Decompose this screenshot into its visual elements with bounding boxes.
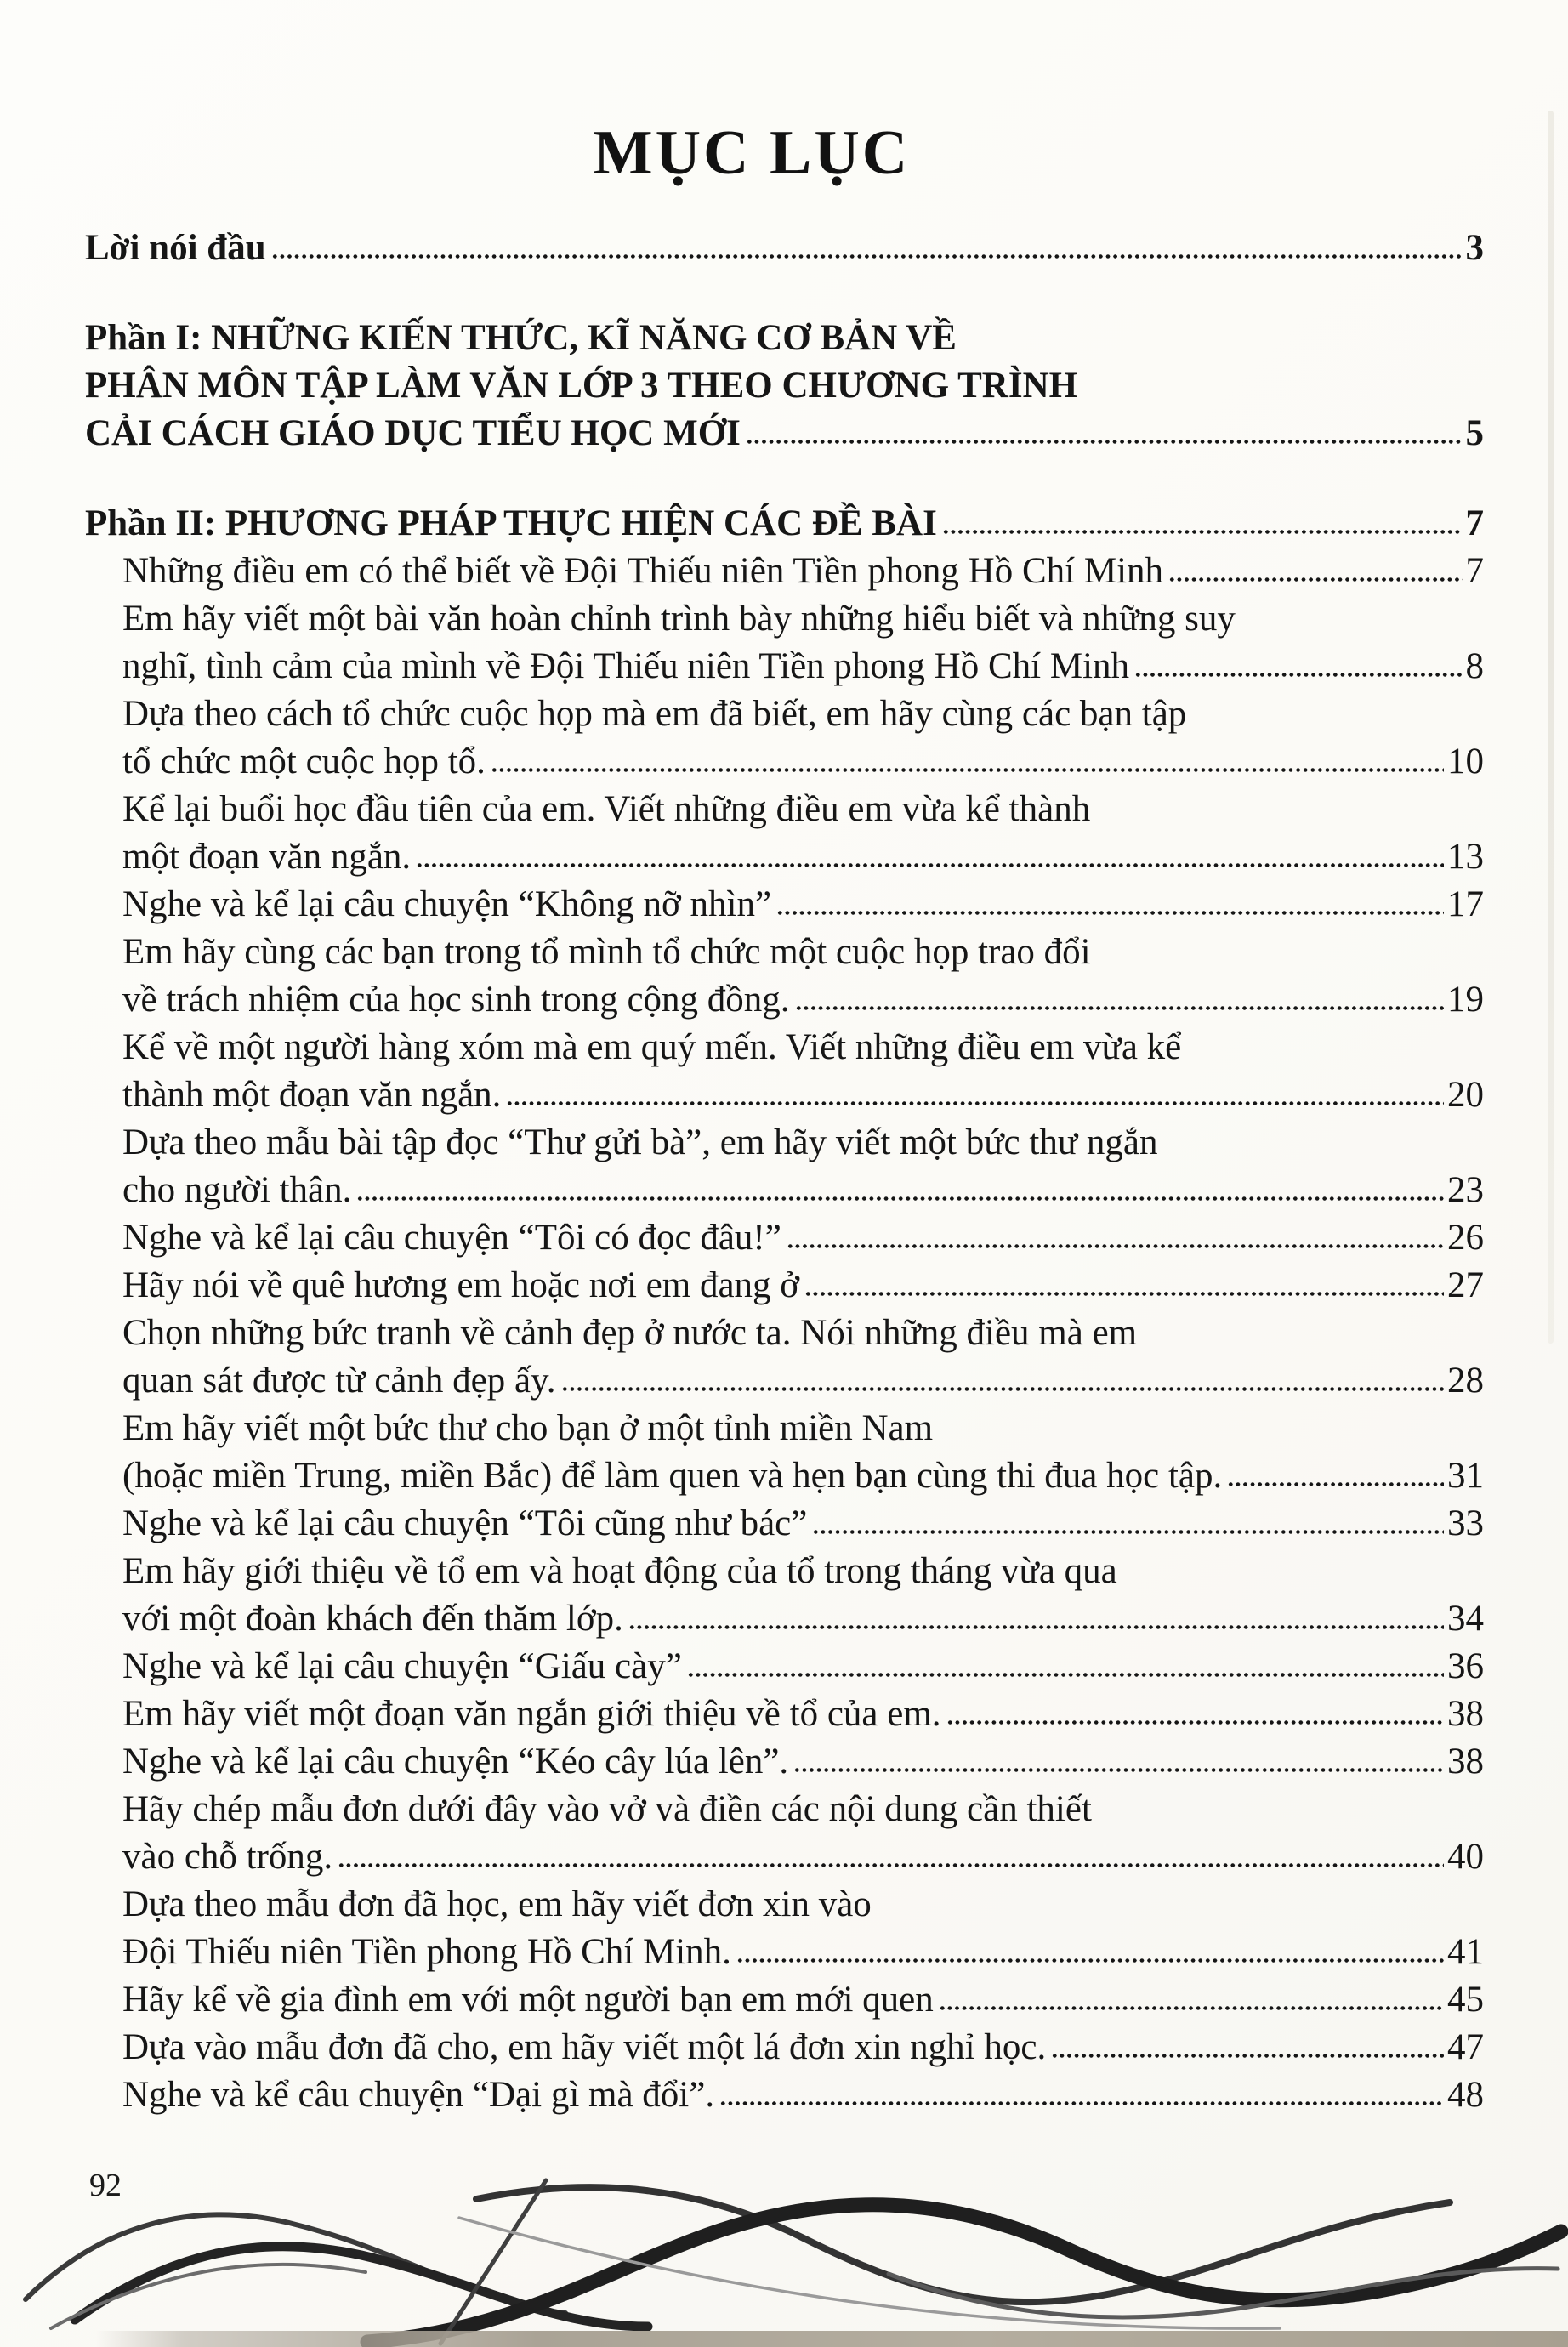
- toc-line: [85, 1500, 1484, 1548]
- toc-page-number: 47: [1447, 2027, 1484, 2067]
- toc-line-text: về trách nhiệm của học sinh trong cộng đồng.: [122, 980, 790, 1020]
- toc-page-number: 45: [1447, 1980, 1484, 2020]
- toc-line: [85, 690, 1484, 738]
- toc-line-text: Những điều em có thể biết về Đội Thiếu niên Tiền phong Hồ Chí Minh: [122, 551, 1164, 591]
- dot-leader: [491, 767, 1444, 773]
- toc-line-text: Kể về một người hàng xóm mà em quý mến. Viết những điều em vừa kể: [122, 1027, 1182, 1067]
- dot-leader: [356, 1196, 1444, 1202]
- toc-line-text: Hãy nói về quê hương em hoặc nơi em đang ở: [122, 1265, 800, 1305]
- toc: [85, 224, 1484, 2119]
- page-edge-shadow: [1548, 111, 1554, 1344]
- dot-leader: [942, 529, 1463, 535]
- swoosh-decoration: [0, 2170, 1568, 2347]
- dot-leader: [561, 1386, 1444, 1392]
- toc-line: [85, 1405, 1484, 1452]
- toc-line: [85, 929, 1484, 976]
- toc-page-number: 23: [1447, 1170, 1484, 1210]
- toc-line-text: Lời nói đầu: [85, 228, 266, 268]
- dot-leader: [271, 253, 1463, 259]
- toc-line: [85, 410, 1484, 457]
- dot-leader: [776, 910, 1444, 916]
- toc-line-text: Em hãy viết một bức thư cho bạn ở một tỉnh miền Nam: [122, 1408, 934, 1448]
- toc-page-number: 31: [1447, 1456, 1484, 1496]
- toc-page-number: 26: [1447, 1218, 1484, 1258]
- toc-page-number: 13: [1447, 837, 1484, 877]
- toc-page-number: 28: [1447, 1361, 1484, 1401]
- dot-leader: [795, 1005, 1444, 1011]
- dot-leader: [1051, 2053, 1444, 2059]
- toc-line: [85, 1024, 1484, 1071]
- toc-page-number: 36: [1447, 1646, 1484, 1686]
- toc-line: [85, 833, 1484, 881]
- toc-page-number: 8: [1465, 646, 1484, 686]
- toc-line: [85, 1738, 1484, 1786]
- toc-line-text: CẢI CÁCH GIÁO DỤC TIỂU HỌC MỚI: [85, 413, 741, 453]
- toc-line-text: Hãy kể về gia đình em với một người bạn em mới quen: [122, 1980, 934, 2020]
- toc-line: [85, 595, 1484, 643]
- dot-leader: [804, 1291, 1444, 1297]
- toc-line: [85, 1452, 1484, 1500]
- toc-page-number: 7: [1465, 551, 1484, 591]
- toc-line: [85, 548, 1484, 595]
- toc-page-number: 38: [1447, 1742, 1484, 1782]
- toc-line-text: Phần I: NHỮNG KIẾN THỨC, KĨ NĂNG CƠ BẢN VỀ: [85, 318, 957, 358]
- toc-line-text: PHÂN MÔN TẬP LÀM VĂN LỚP 3 THEO CHƯƠNG TRÌNH: [85, 366, 1078, 406]
- toc-line-text: Dựa theo mẫu bài tập đọc “Thư gửi bà”, em hãy viết một bức thư ngắn: [122, 1122, 1158, 1162]
- dot-leader: [793, 1767, 1444, 1773]
- toc-line: [85, 1833, 1484, 1881]
- toc-page-number: 7: [1465, 503, 1484, 543]
- toc-line: [85, 315, 1484, 362]
- toc-line: [85, 1691, 1484, 1738]
- toc-line-text: với một đoàn khách đến thăm lớp.: [122, 1599, 623, 1639]
- toc-line: [85, 1881, 1484, 1929]
- toc-page-number: 27: [1447, 1265, 1484, 1305]
- dot-leader: [812, 1529, 1444, 1535]
- toc-line-text: Hãy chép mẫu đơn dưới đây vào vở và điền các nội dung cần thiết: [122, 1789, 1092, 1829]
- toc-page-number: 34: [1447, 1599, 1484, 1639]
- toc-line: [85, 2024, 1484, 2071]
- toc-line-text: Nghe và kể lại câu chuyện “Tôi có đọc đâu!”: [122, 1218, 781, 1258]
- toc-line: [85, 362, 1484, 410]
- dot-leader: [1227, 1481, 1444, 1487]
- toc-line: [85, 1357, 1484, 1405]
- toc-line-text: Nghe và kể lại câu chuyện “Giấu cày”: [122, 1646, 682, 1686]
- toc-page-number: 3: [1465, 228, 1484, 268]
- toc-line-text: Nghe và kể lại câu chuyện “Kéo cây lúa lên”.: [122, 1742, 789, 1782]
- toc-line-text: Em hãy giới thiệu về tổ em và hoạt động của tổ trong tháng vừa qua: [122, 1551, 1117, 1591]
- toc-line: [85, 976, 1484, 1024]
- footer-page-number: 92: [89, 2168, 122, 2203]
- dot-leader: [416, 862, 1444, 868]
- toc-line: [85, 1119, 1484, 1167]
- dot-leader: [628, 1624, 1444, 1630]
- toc-line: [85, 1167, 1484, 1214]
- toc-line: [85, 738, 1484, 786]
- toc-line-text: Dựa vào mẫu đơn đã cho, em hãy viết một lá đơn xin nghỉ học.: [122, 2027, 1047, 2067]
- page-title: MỤC LỤC: [593, 118, 911, 188]
- toc-line: [85, 786, 1484, 833]
- toc-page-number: 33: [1447, 1503, 1484, 1543]
- toc-line: [85, 1643, 1484, 1691]
- toc-line-text: một đoạn văn ngắn.: [122, 837, 412, 877]
- toc-line-text: quan sát được từ cảnh đẹp ấy.: [122, 1361, 556, 1401]
- toc-line-text: Nghe và kể lại câu chuyện “Tôi cũng như bác”: [122, 1503, 808, 1543]
- toc-line: [85, 881, 1484, 929]
- dot-leader: [746, 439, 1463, 445]
- toc-line-text: tổ chức một cuộc họp tổ.: [122, 742, 486, 781]
- toc-line: [85, 1786, 1484, 1833]
- toc-line-text: Nghe và kể câu chuyện “Dại gì mà đổi”.: [122, 2075, 715, 2115]
- dot-leader: [1134, 672, 1462, 678]
- toc-line: [85, 1262, 1484, 1310]
- toc-page-number: 5: [1465, 413, 1484, 453]
- toc-line: [85, 1929, 1484, 1976]
- toc-line-text: Chọn những bức tranh về cảnh đẹp ở nước ta. Nói những điều mà em: [122, 1313, 1138, 1353]
- toc-line: [85, 2071, 1484, 2119]
- dot-leader: [1168, 577, 1462, 582]
- toc-line-text: Em hãy cùng các bạn trong tổ mình tổ chức một cuộc họp trao đổi: [122, 932, 1091, 972]
- toc-line-text: Phần II: PHƯƠNG PHÁP THỰC HIỆN CÁC ĐỀ BÀI: [85, 503, 937, 543]
- toc-line-text: Em hãy viết một đoạn văn ngắn giới thiệu về tổ của em.: [122, 1694, 941, 1734]
- dot-leader: [338, 1862, 1444, 1868]
- toc-line-text: cho người thân.: [122, 1170, 352, 1210]
- toc-line-text: Nghe và kể lại câu chuyện “Không nỡ nhìn”: [122, 884, 772, 924]
- toc-line-text: Dựa theo mẫu đơn đã học, em hãy viết đơn xin vào: [122, 1884, 872, 1924]
- toc-line-text: Kể lại buổi học đầu tiên của em. Viết những điều em vừa kể thành: [122, 789, 1091, 829]
- dot-leader: [719, 2100, 1444, 2106]
- toc-line: [85, 1595, 1484, 1643]
- dot-leader: [687, 1672, 1444, 1678]
- dot-leader: [736, 1958, 1444, 1963]
- dot-leader: [506, 1100, 1444, 1106]
- dot-leader: [939, 2005, 1444, 2011]
- toc-line-text: Em hãy viết một bài văn hoàn chỉnh trình bày những hiểu biết và những suy: [122, 599, 1236, 639]
- toc-line: [85, 1310, 1484, 1357]
- toc-line-text: thành một đoạn văn ngắn.: [122, 1075, 502, 1115]
- toc-page-number: 40: [1447, 1837, 1484, 1877]
- toc-page-number: 17: [1447, 884, 1484, 924]
- toc-page-number: 19: [1447, 980, 1484, 1020]
- toc-page-number: 38: [1447, 1694, 1484, 1734]
- bottom-scan-strip: [95, 2331, 1568, 2347]
- dot-leader: [946, 1719, 1444, 1725]
- toc-line-text: Đội Thiếu niên Tiền phong Hồ Chí Minh.: [122, 1932, 731, 1972]
- toc-page-number: 20: [1447, 1075, 1484, 1115]
- toc-page-number: 10: [1447, 742, 1484, 781]
- dot-leader: [787, 1243, 1444, 1249]
- toc-line-text: Dựa theo cách tổ chức cuộc họp mà em đã biết, em hãy cùng các bạn tập: [122, 694, 1187, 734]
- toc-page-number: 48: [1447, 2075, 1484, 2115]
- toc-line: [85, 224, 1484, 272]
- toc-line: [85, 1071, 1484, 1119]
- toc-page-number: 41: [1447, 1932, 1484, 1972]
- toc-line-text: (hoặc miền Trung, miền Bắc) để làm quen và hẹn bạn cùng thi đua học tập.: [122, 1456, 1223, 1496]
- toc-line: [85, 1214, 1484, 1262]
- toc-line: [85, 500, 1484, 548]
- toc-line-text: vào chỗ trống.: [122, 1837, 333, 1877]
- toc-line: [85, 1548, 1484, 1595]
- toc-line: [85, 1976, 1484, 2024]
- toc-line-text: nghĩ, tình cảm của mình về Đội Thiếu niên Tiền phong Hồ Chí Minh: [122, 646, 1130, 686]
- toc-line: [85, 643, 1484, 690]
